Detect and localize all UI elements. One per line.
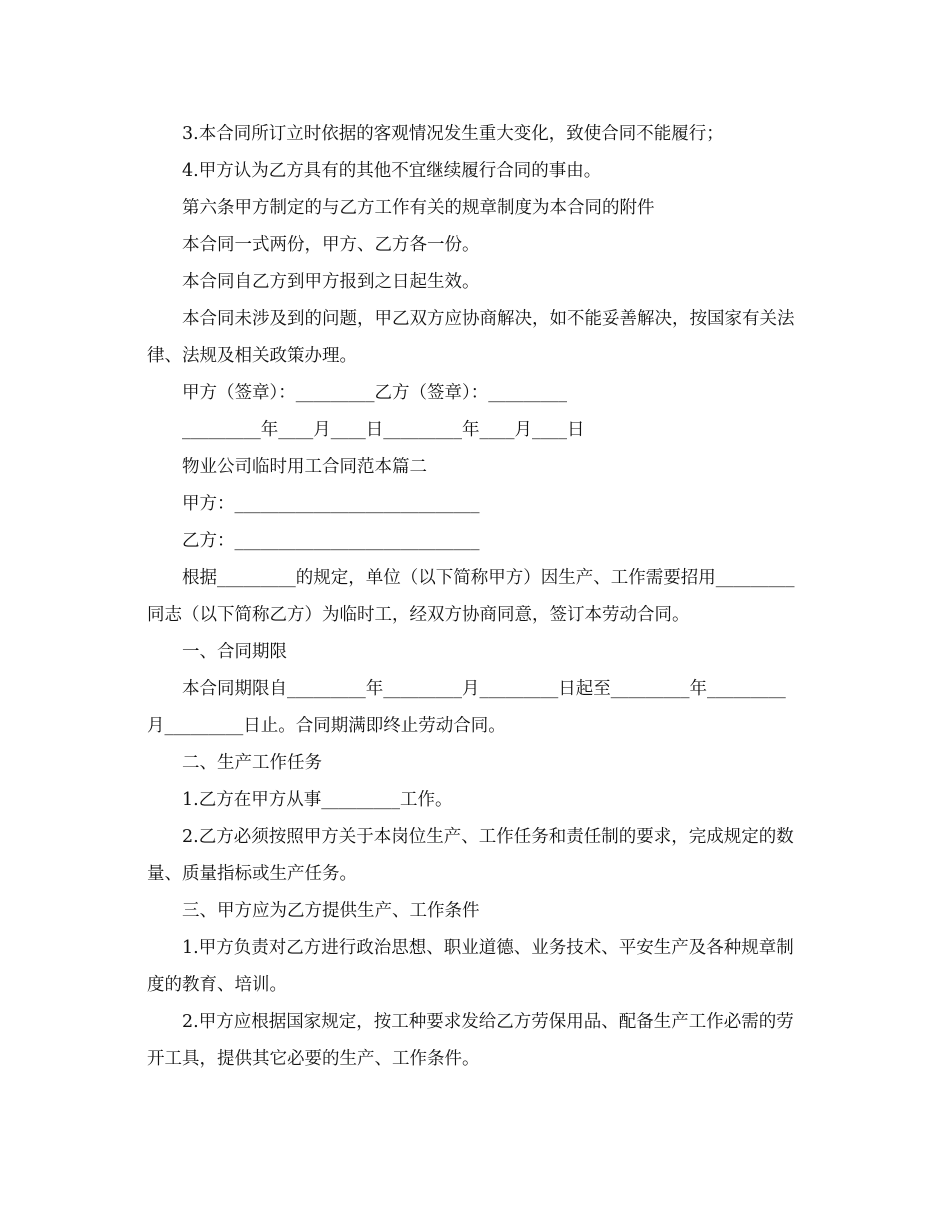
paragraph-condition-2: 2.甲方应根据国家规定，按工种要求发给乙方劳保用品、配备生产工作必需的劳开工具，提供其它必要的生产、工作条件。: [147, 1012, 794, 1069]
paragraph-article-6: 第六条甲方制定的与乙方工作有关的规章制度为本合同的附件: [182, 198, 655, 218]
party-a-line: 甲方：____________________________: [182, 494, 480, 514]
paragraph-task-2: 2.乙方必须按照甲方关于本岗位生产、工作任务和责任制的要求，完成规定的数量、质量指标或生产任务。: [147, 827, 794, 884]
document-body: [147, 116, 803, 1078]
paragraph-condition-1: 1.甲方负责对乙方进行政治思想、职业道德、业务技术、平安生产及各种规章制度的教育、培训。: [147, 938, 794, 995]
paragraph-clause-3: 3.本合同所订立时依据的客观情况发生重大变化，致使合同不能履行；: [182, 124, 724, 144]
paragraph-effective: 本合同自乙方到甲方报到之日起生效。: [182, 272, 480, 292]
paragraph-preamble: 根据_________的规定，单位（以下简称甲方）因生产、工作需要招用_________同志（以下简称乙方）为临时工，经双方协商同意，签订本劳动合同。: [147, 568, 795, 625]
paragraph-copies: 本合同一式两份，甲方、乙方各一份。: [182, 235, 480, 255]
paragraph-clause-4: 4.甲方认为乙方具有的其他不宜继续履行合同的事由。: [182, 161, 602, 181]
party-b-line: 乙方：____________________________: [182, 531, 480, 551]
heading-contract-term: 一、合同期限: [182, 642, 287, 662]
section-title: 物业公司临时用工合同范本篇二: [182, 457, 427, 477]
paragraph-contract-term: 本合同期限自_________年_________月_________日起至_________年_________月_________日止。合同期满即终止劳动合同。: [147, 679, 786, 736]
heading-work-tasks: 二、生产工作任务: [182, 753, 322, 773]
signature-line: 甲方（签章）：_________乙方（签章）：_________: [182, 383, 567, 403]
paragraph-unresolved-issues: 本合同未涉及到的问题，甲乙双方应协商解决，如不能妥善解决，按国家有关法律、法规及相关政策办理。: [147, 309, 795, 366]
date-line: _________年____月____日_________年____月____日: [182, 420, 585, 440]
heading-work-conditions: 三、甲方应为乙方提供生产、工作条件: [182, 901, 480, 921]
paragraph-task-1: 1.乙方在甲方从事_________工作。: [182, 790, 453, 810]
